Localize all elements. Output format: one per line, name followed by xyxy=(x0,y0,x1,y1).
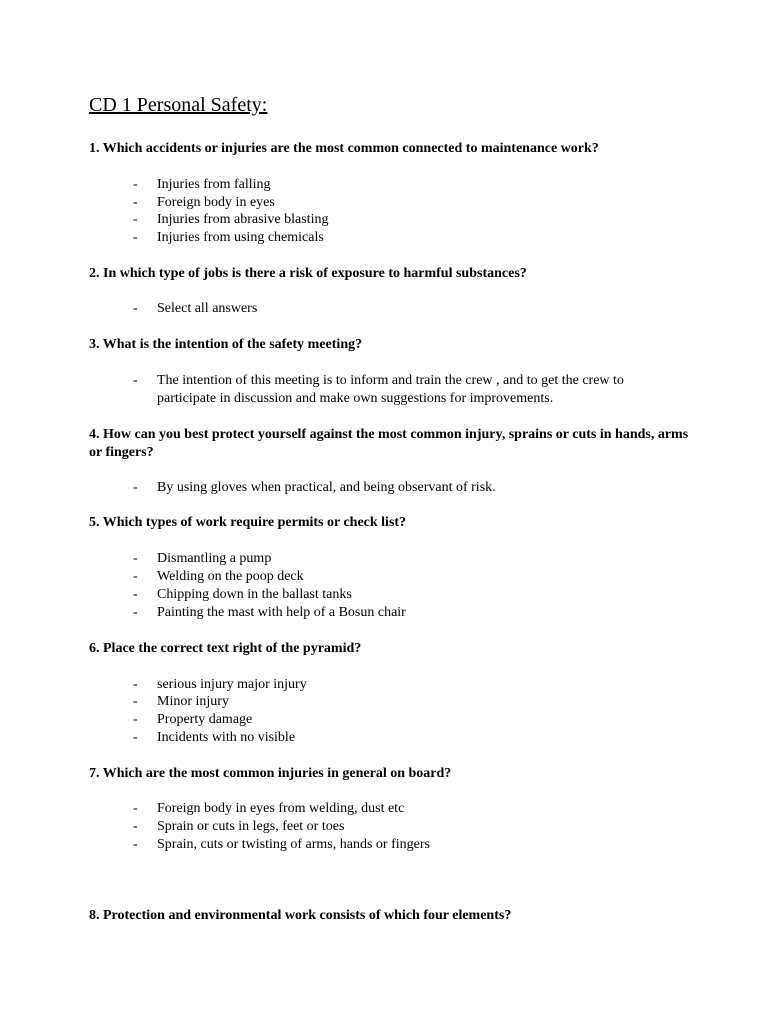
list-dash: - xyxy=(133,801,138,816)
list-dash: - xyxy=(133,195,138,210)
answer-text: serious injury major injury xyxy=(157,677,307,692)
answer-text: Sprain or cuts in legs, feet or toes xyxy=(157,819,345,834)
list-dash: - xyxy=(133,177,138,192)
list-dash: - xyxy=(133,605,138,620)
list-dash: - xyxy=(133,551,138,566)
answer-text: The intention of this meeting is to inform and train the crew , and to get the crew to participate in discussion and make own suggestions for improvements. xyxy=(157,373,624,406)
list-dash: - xyxy=(133,694,138,709)
list-dash: - xyxy=(133,301,138,316)
answer-text: Sprain, cuts or twisting of arms, hands or fingers xyxy=(157,837,430,852)
list-dash: - xyxy=(133,569,138,584)
question-5: 5. Which types of work require permits or check list? xyxy=(89,515,407,530)
answer-text: Property damage xyxy=(157,712,253,727)
list-dash: - xyxy=(133,837,138,852)
list-dash: - xyxy=(133,212,138,227)
list-dash: - xyxy=(133,712,138,727)
list-dash: - xyxy=(133,373,138,388)
answer-text: Select all answers xyxy=(157,301,258,316)
list-dash: - xyxy=(133,587,138,602)
page-title: CD 1 Personal Safety: xyxy=(89,94,268,116)
answer-text: Injuries from using chemicals xyxy=(157,230,324,245)
answer-text: Welding on the poop deck xyxy=(157,569,304,584)
question-7: 7. Which are the most common injuries in general on board? xyxy=(89,766,452,781)
answer-text: By using gloves when practical, and being observant of risk. xyxy=(157,480,496,495)
question-1: 1. Which accidents or injuries are the most common connected to maintenance work? xyxy=(89,141,599,156)
list-dash: - xyxy=(133,819,138,834)
list-dash: - xyxy=(133,480,138,495)
question-3: 3. What is the intention of the safety meeting? xyxy=(89,337,363,352)
answer-text: Foreign body in eyes xyxy=(157,195,275,210)
question-6: 6. Place the correct text right of the pyramid? xyxy=(89,641,362,656)
question-8: 8. Protection and environmental work consists of which four elements? xyxy=(89,908,512,923)
list-dash: - xyxy=(133,230,138,245)
answer-text: Painting the mast with help of a Bosun chair xyxy=(157,605,406,620)
question-2: 2. In which type of jobs is there a risk of exposure to harmful substances? xyxy=(89,266,527,281)
answer-text: Injuries from falling xyxy=(157,177,271,192)
list-dash: - xyxy=(133,677,138,692)
list-dash: - xyxy=(133,730,138,745)
answer-text: Minor injury xyxy=(157,694,229,709)
answer-text: Chipping down in the ballast tanks xyxy=(157,587,352,602)
answer-text: Incidents with no visible xyxy=(157,730,296,745)
answer-text: Injuries from abrasive blasting xyxy=(157,212,329,227)
question-4: 4. How can you best protect yourself against the most common injury, sprains or cuts in hands, arms or fingers? xyxy=(89,427,689,460)
answer-text: Foreign body in eyes from welding, dust etc xyxy=(157,801,405,816)
answer-text: Dismantling a pump xyxy=(157,551,272,566)
